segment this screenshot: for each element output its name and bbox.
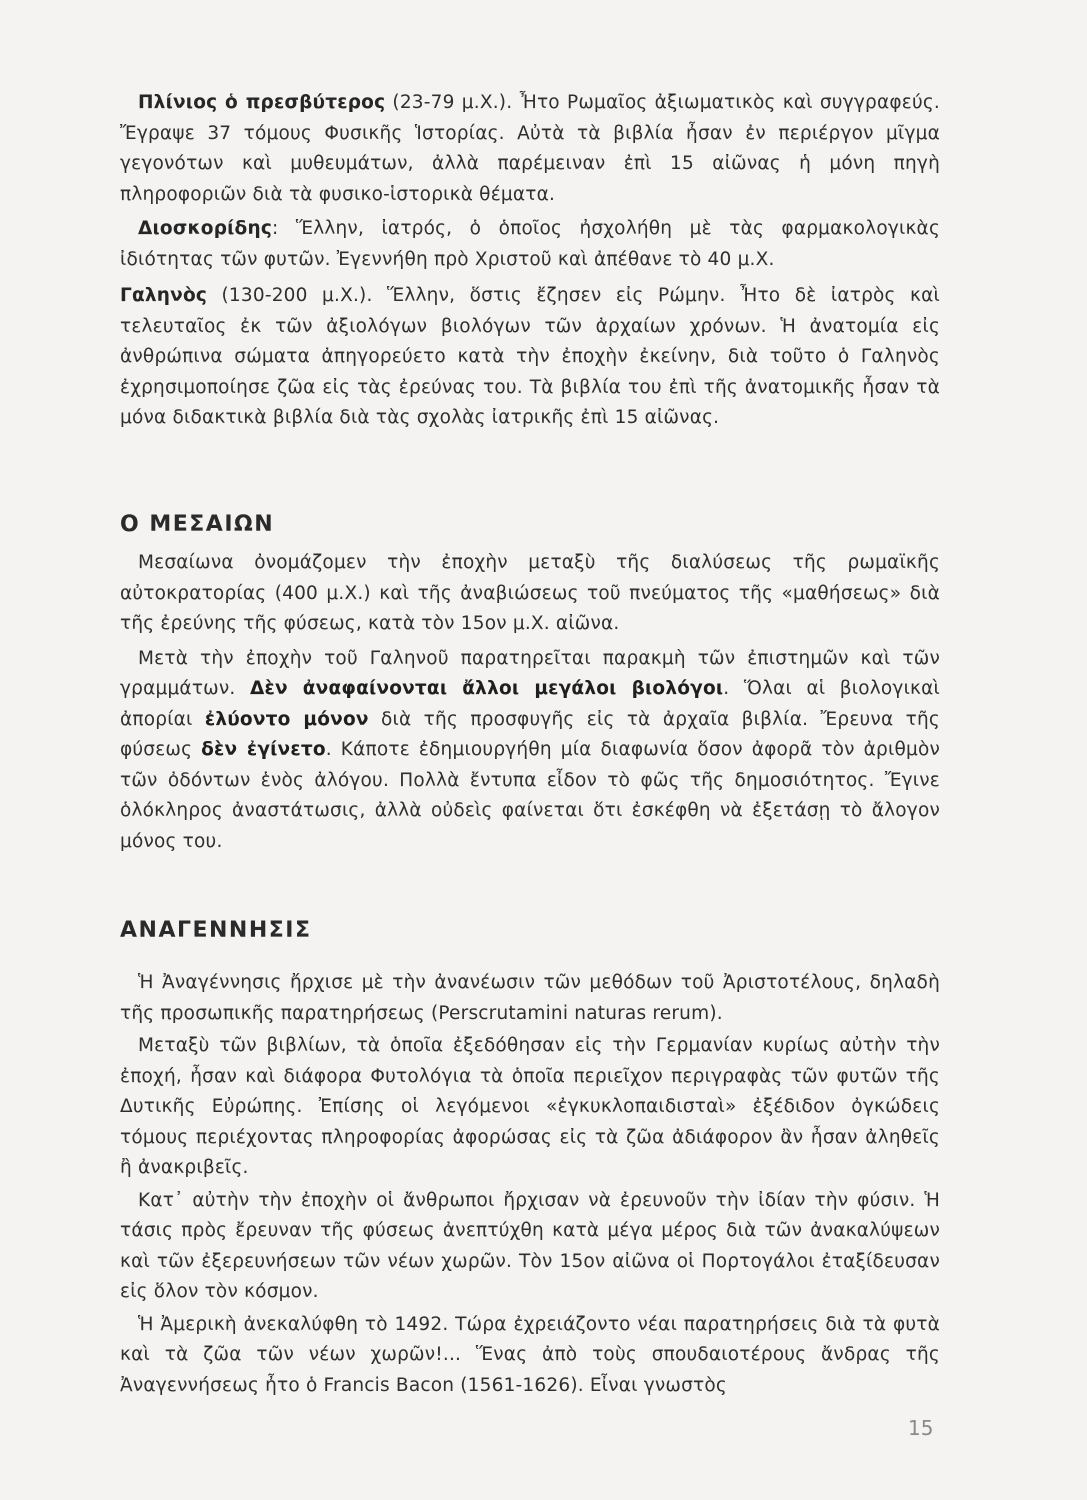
text-segment: . Ὅλαι αἱ βιολογικαὶ ἀπορίαι <box>120 678 940 730</box>
emphasis-segment: Δὲν ἀναφαίνονται ἄλλοι μεγάλοι βιολόγοι <box>249 678 724 699</box>
intro-section <box>120 88 940 434</box>
paragraph-dioscorides <box>120 214 940 275</box>
text-segment: . Κάποτε ἐδημιουργήθη μία διαφωνία ὅσον ἀφορᾶ τὸν ἀριθμὸν τῶν ὀδόντων ἑνὸς ἀλόγου. Πολλὰ ἔντυπα εἶδον τὸ φῶς τῆς δημοσιότητος. Ἔγινε ὁλόκληρος ἀναστάτωσις, ἀλλὰ οὐδεὶς φαίνεται ὅτι ἐσκέφθη νὰ ἐξετάσῃ τὸ ἄλογον μόνος του. <box>120 739 940 852</box>
paragraph-pliny <box>120 88 940 210</box>
heading-renaissance: ΑΝΑΓΕΝΝΗΣΙΣ <box>120 918 312 943</box>
text-segment: Μετὰ τὴν ἐποχὴν τοῦ Γαληνοῦ παρατηρεῖται παρακμὴ τῶν ἐπιστημῶν καὶ τῶν γραμμάτων. <box>120 647 940 699</box>
paragraph-galen <box>120 281 940 434</box>
page-number: 15 <box>908 1416 934 1440</box>
text-galen: (130-200 μ.Χ.). Ἕλλην, ὅστις ἔζησεν εἰς Ρώμην. Ἦτο δὲ ἰατρὸς καὶ τελευταῖος ἐκ τῶν ἀξιολόγων βιολόγων τῶν ἀρχαίων χρόνων. Ἡ ἀνατομία εἰς ἀνθρώπινα σώματα ἀπηγορεύετο κατὰ τὴν ἐποχὴν ἐκείνην, διὰ τοῦτο ὁ Γαληνὸς ἐχρησιμοποίησε ζῶα εἰς τὰς ἐρεύνας του. Τὰ βιβλία του ἐπὶ τῆς ἀνατομικῆς ἦσαν τὰ μόνα διδακτικὰ βιβλία διὰ τὰς σχολὰς ἰατρικῆς ἐπὶ 15 αἰῶνας. <box>120 285 940 428</box>
emphasis-segment: δὲν ἐγίνετο <box>201 739 326 760</box>
paragraph-renaissance-2: Μεταξὺ τῶν βιβλίων, τὰ ὁποῖα ἐξεδόθησαν εἰς τὴν Γερμανίαν κυρίως αὐτὴν τὴν ἐποχή, ἦσαν καὶ διάφορα Φυτολόγια τὰ ὁποῖα περιεῖχον περιγραφὰς τῶν φυτῶν τῆς Δυτικῆς Εὐρώπης. Ἐπίσης οἱ λεγόμενοι «ἐγκυκλοπαιδισταὶ» ἐξέδιδον ὀγκώδεις τόμους περιέχοντας πληροφορίας ἀφορώσας εἰς τὰ ζῶα ἀδιάφορον ἂν ἦσαν ἀληθεῖς ἢ ἀνακριβεῖς. <box>120 1035 940 1178</box>
term-pliny: Πλίνιος ὁ πρεσβύτερος <box>138 92 386 113</box>
term-galen: Γαληνὸς <box>120 285 208 306</box>
paragraph-middle-ages-1: Μεσαίωνα ὀνομάζομεν τὴν ἐποχὴν μεταξὺ τῆς διαλύσεως τῆς ρωμαϊκῆς αὐτοκρατορίας (400 μ.Χ.) καὶ τῆς ἀναβιώσεως τοῦ πνεύματος τῆς «μαθήσεως» διὰ τῆς ἐρεύνης τῆς φύσεως, κατὰ τὸν 15ον μ.Χ. αἰῶνα. <box>120 552 940 634</box>
paragraph-renaissance-4: Ἡ Ἀμερικὴ ἀνεκαλύφθη τὸ 1492. Τώρα ἐχρειάζοντο νέαι παρατηρήσεις διὰ τὰ φυτὰ καὶ τὰ ζῶα τῶν νέων χωρῶν!... Ἕνας ἀπὸ τοὺς σπουδαιοτέρους ἄνδρας τῆς Ἀναγεννήσεως ἦτο ὁ Francis Bacon (1561-1626). Εἶναι γνωστὸς <box>120 1313 940 1396</box>
term-dioscorides: Διοσκορίδης <box>138 218 272 239</box>
middle-ages-section <box>120 548 940 857</box>
emphasis-segment: ἐλύοντο μόνον <box>204 708 369 730</box>
paragraph-middle-ages-2 <box>120 644 940 858</box>
paragraph-renaissance-1: Ἡ Ἀναγέννησις ἤρχισε μὲ τὴν ἀνανέωσιν τῶν μεθόδων τοῦ Ἀριστοτέλους, δηλαδὴ τῆς προσωπικῆς παρατηρήσεως (Perscrutamini naturas rerum). <box>120 972 940 1024</box>
text-segment: διὰ τῆς προσφυγῆς εἰς τὰ ἀρχαῖα βιβλία. Ἔρευνα τῆς φύσεως <box>120 708 940 760</box>
heading-middle-ages: Ο ΜΕΣΑΙΩΝ <box>120 512 275 537</box>
renaissance-section <box>120 968 940 1401</box>
text-dioscorides: : Ἕλλην, ἰατρός, ὁ ὁποῖος ἠσχολήθη μὲ τὰς φαρμακολογικὰς ἰδιότητας τῶν φυτῶν. Ἐγεννήθη πρὸ Χριστοῦ καὶ ἀπέθανε τὸ 40 μ.Χ. <box>120 218 940 270</box>
text-pliny: (23-79 μ.Χ.). Ἦτο Ρωμαῖος ἀξιωματικὸς καὶ συγγραφεύς. Ἔγραψε 37 τόμους Φυσικῆς Ἱστορίας. Αὐτὰ τὰ βιβλία ἦσαν ἐν περιέργον μῖγμα γεγονότων καὶ μυθευμάτων, ἀλλὰ παρέμειναν ἐπὶ 15 αἰῶνας ἡ μόνη πηγὴ πληροφοριῶν διὰ τὰ φυσικο-ἱστορικὰ θέματα. <box>120 92 940 205</box>
paragraph-renaissance-3: Κατ᾽ αὐτὴν τὴν ἐποχὴν οἱ ἄνθρωποι ἤρχισαν νὰ ἐρευνοῦν τὴν ἰδίαν τὴν φύσιν. Ἡ τάσις πρὸς ἔρευναν τῆς φύσεως ἀνεπτύχθη κατὰ μέγα μέρος διὰ τῶν ἀνακαλύψεων καὶ τῶν ἐξερευνήσεων τῶν νέων χωρῶν. Τὸν 15ον αἰῶνα οἱ Πορτογάλοι ἐταξίδευσαν εἰς ὅλον τὸν κόσμον. <box>120 1189 940 1302</box>
